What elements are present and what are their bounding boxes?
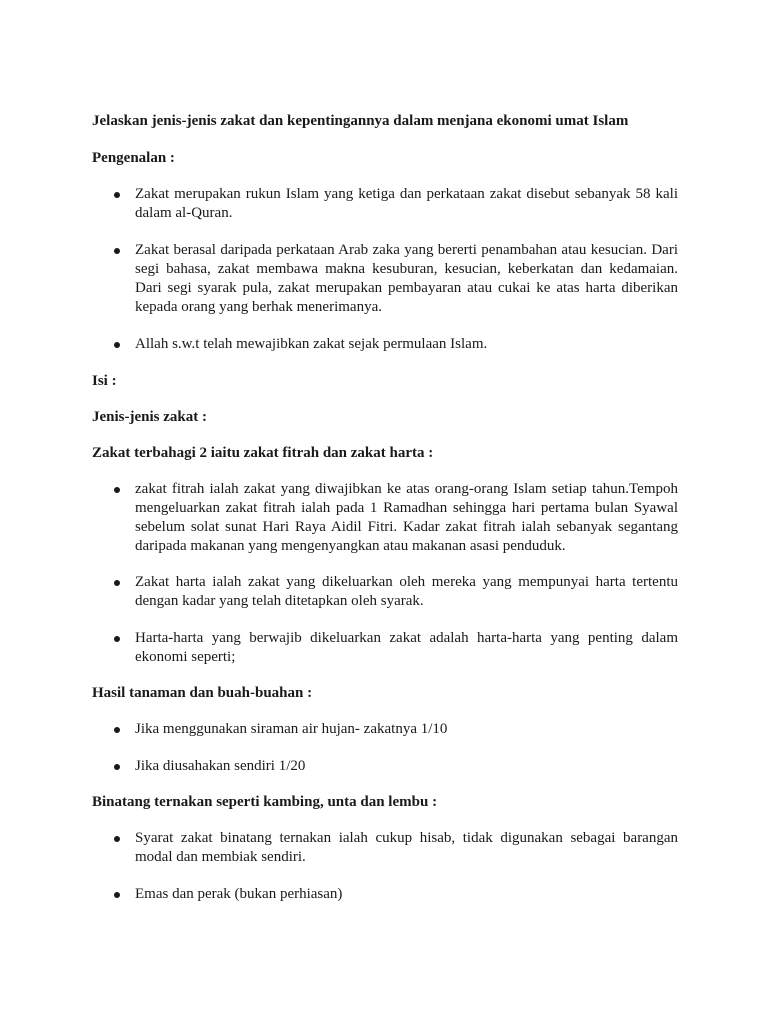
list-item xyxy=(92,573,678,611)
heading-hasil-tanaman: Hasil tanaman dan buah-buahan : xyxy=(92,685,313,701)
heading-isi: Isi : xyxy=(92,373,117,389)
heading-jenis-zakat: Jenis-jenis zakat : xyxy=(92,409,207,425)
list-item-text: Emas dan perak (bukan perhiasan) xyxy=(135,886,343,902)
list-item-text: Syarat zakat binatang ternakan ialah cukup hisab, tidak digunakan sebagai barangan modal dan membiak sendiri. xyxy=(135,830,678,865)
heading-binatang-ternakan: Binatang ternakan seperti kambing, unta dan lembu : xyxy=(92,794,438,810)
list-zakat-terbahagi xyxy=(92,480,678,667)
list-item-text: Harta-harta yang berwajib dikeluarkan zakat adalah harta-harta yang penting dalam ekonomi seperti; xyxy=(135,630,678,665)
list-item-text: Jika diusahakan sendiri 1/20 xyxy=(135,758,306,774)
list-item-text: Allah s.w.t telah mewajibkan zakat sejak permulaan Islam. xyxy=(135,336,488,352)
bullet-icon xyxy=(114,487,120,493)
list-item xyxy=(92,335,678,354)
bullet-icon xyxy=(114,727,120,733)
list-item xyxy=(92,629,678,667)
list-pengenalan xyxy=(92,185,678,354)
list-item-text: Zakat merupakan rukun Islam yang ketiga dan perkataan zakat disebut sebanyak 58 kali dalam al-Quran. xyxy=(135,186,678,221)
list-item-text: Zakat berasal daripada perkataan Arab zaka yang bererti penambahan atau kesucian. Dari segi bahasa, zakat membawa makna kesuburan, kesucian, keberkatan dan kedamaian. Dari segi syarak pula, zakat merupakan pembayaran atau cukai ke atas harta diberikan kepada orang yang berhak menerimanya. xyxy=(135,242,678,315)
heading-zakat-terbahagi: Zakat terbahagi 2 iaitu zakat fitrah dan zakat harta : xyxy=(92,445,434,461)
list-item-text: zakat fitrah ialah zakat yang diwajibkan ke atas orang-orang Islam setiap tahun.Tempoh mengeluarkan zakat fitrah ialah pada 1 Ramadhan sehingga hari pertama bulan Syawal sebelum solat sunat Hari Raya Aidil Fitri. Kadar zakat fitrah ialah sebanyak segantang daripada makanan yang mengenyangkan atau makanan asasi penduduk. xyxy=(135,481,678,554)
list-item-text: Zakat harta ialah zakat yang dikeluarkan oleh mereka yang mempunyai harta tertentu dengan kadar yang telah ditetapkan oleh syarak. xyxy=(135,574,678,609)
list-item xyxy=(92,757,678,776)
list-item xyxy=(92,185,678,223)
document-body xyxy=(92,112,678,904)
list-binatang-ternakan xyxy=(92,829,678,904)
bullet-icon xyxy=(114,764,120,770)
list-item xyxy=(92,885,678,904)
bullet-icon xyxy=(114,192,120,198)
bullet-icon xyxy=(114,892,120,898)
list-item xyxy=(92,720,678,739)
document-title: Jelaskan jenis-jenis zakat dan kepentingannya dalam menjana ekonomi umat Islam xyxy=(92,113,629,129)
bullet-icon xyxy=(114,580,120,586)
bullet-icon xyxy=(114,342,120,348)
list-item xyxy=(92,829,678,867)
list-item-text: Jika menggunakan siraman air hujan- zakatnya 1/10 xyxy=(135,721,448,737)
list-item xyxy=(92,480,678,556)
list-hasil-tanaman xyxy=(92,720,678,776)
list-item xyxy=(92,241,678,317)
bullet-icon xyxy=(114,636,120,642)
bullet-icon xyxy=(114,248,120,254)
bullet-icon xyxy=(114,836,120,842)
heading-pengenalan: Pengenalan : xyxy=(92,150,175,166)
